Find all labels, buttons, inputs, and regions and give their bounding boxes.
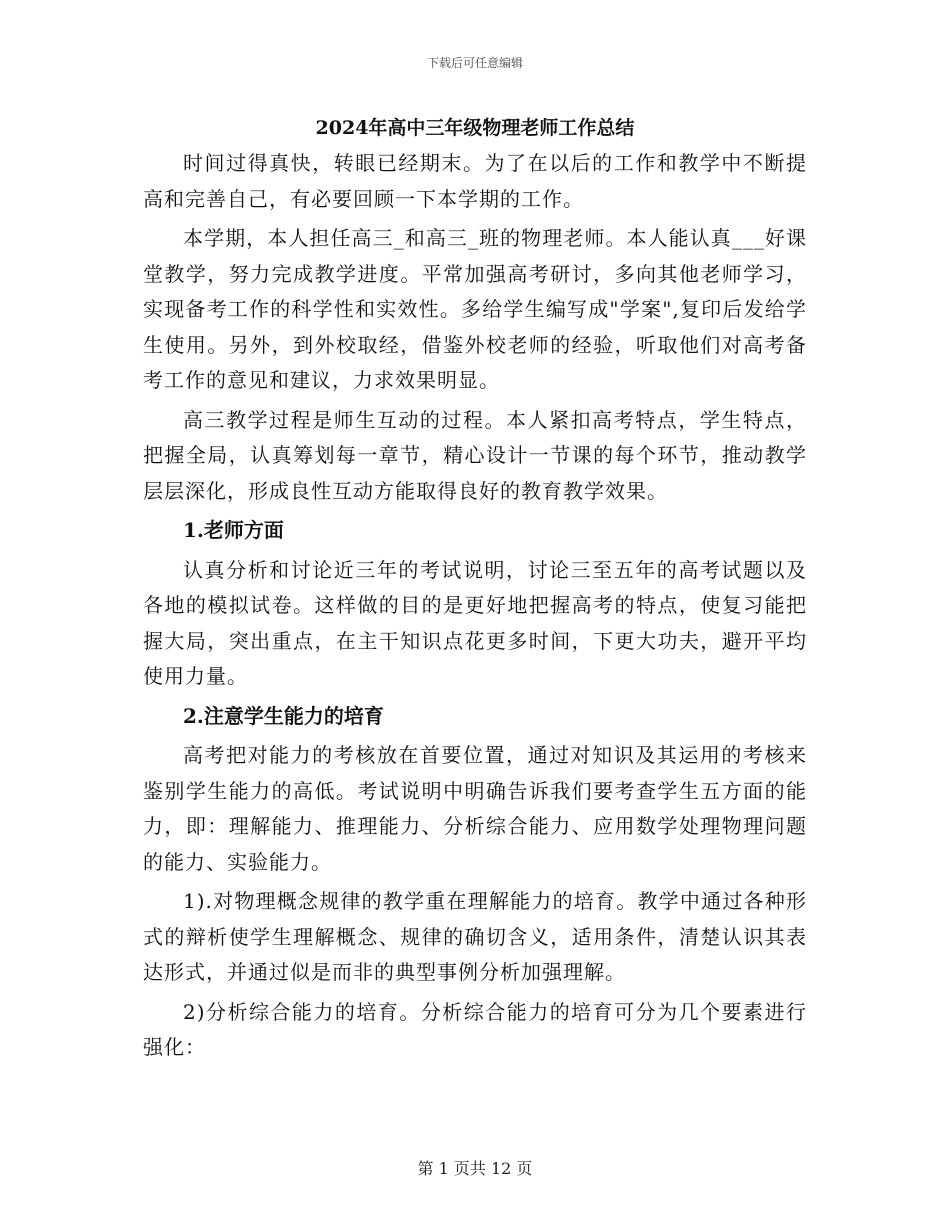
paragraph-understanding-ability: 1).对物理概念规律的教学重在理解能力的培育。教学中通过各种形式的辩析使学生理解概念、规律的确切含义，适用条件，清楚认识其表达形式，并通过似是而非的典型事例分析加强理解。 bbox=[143, 889, 807, 984]
section-heading-teacher: 1.老师方面 bbox=[183, 518, 284, 542]
page-header-note: 下载后可任意编辑 bbox=[426, 56, 523, 70]
paragraph-duties: 本学期，本人担任高三_和高三_班的物理老师。本人能认真___好课堂教学，努力完成教学进度。平常加强高考研讨，多向其他老师学习，实现备考工作的科学性和实效性。多给学生编写成"学案",复印后发给学生使用。另外，到外校取经，借鉴外校老师的经验，听取他们对高考备考工作的意见和建议，力求效果明显。 bbox=[143, 226, 807, 392]
paragraph-teaching-process: 高三教学过程是师生互动的过程。本人紧扣高考特点，学生特点，把握全局，认真筹划每一章节，精心设计一节课的每个环节，推动教学层层深化，形成良性互动方能取得良好的教育教学效果。 bbox=[143, 407, 807, 503]
document-title: 2024年高中三年级物理老师工作总结 bbox=[315, 117, 635, 139]
paragraph-analysis-ability: 2)分析综合能力的培育。分析综合能力的培育可分为几个要素进行强化： bbox=[143, 999, 807, 1059]
paragraph-teacher-analysis: 认真分析和讨论近三年的考试说明，讨论三至五年的高考试题以及各地的模拟试卷。这样做的目的是更好地把握高考的特点，使复习能把握大局，突出重点，在主干知识点花更多时间，下更大功夫，避开平均使用力量。 bbox=[143, 557, 807, 688]
document-body bbox=[143, 112, 807, 1070]
section-heading-student-ability: 2.注意学生能力的培育 bbox=[183, 703, 384, 728]
page-number: 第 1 页共 12 页 bbox=[417, 1159, 533, 1178]
paragraph-ability-overview: 高考把对能力的考核放在首要位置，通过对知识及其运用的考核来鉴别学生能力的高低。考试说明中明确告诉我们要考查学生五方面的能力，即：理解能力、推理能力、分析综合能力、应用数学处理物理问题的能力、实验能力。 bbox=[143, 743, 807, 874]
paragraph-intro: 时间过得真快，转眼已经期末。为了在以后的工作和教学中不断提高和完善自己，有必要回顾一下本学期的工作。 bbox=[143, 151, 807, 211]
